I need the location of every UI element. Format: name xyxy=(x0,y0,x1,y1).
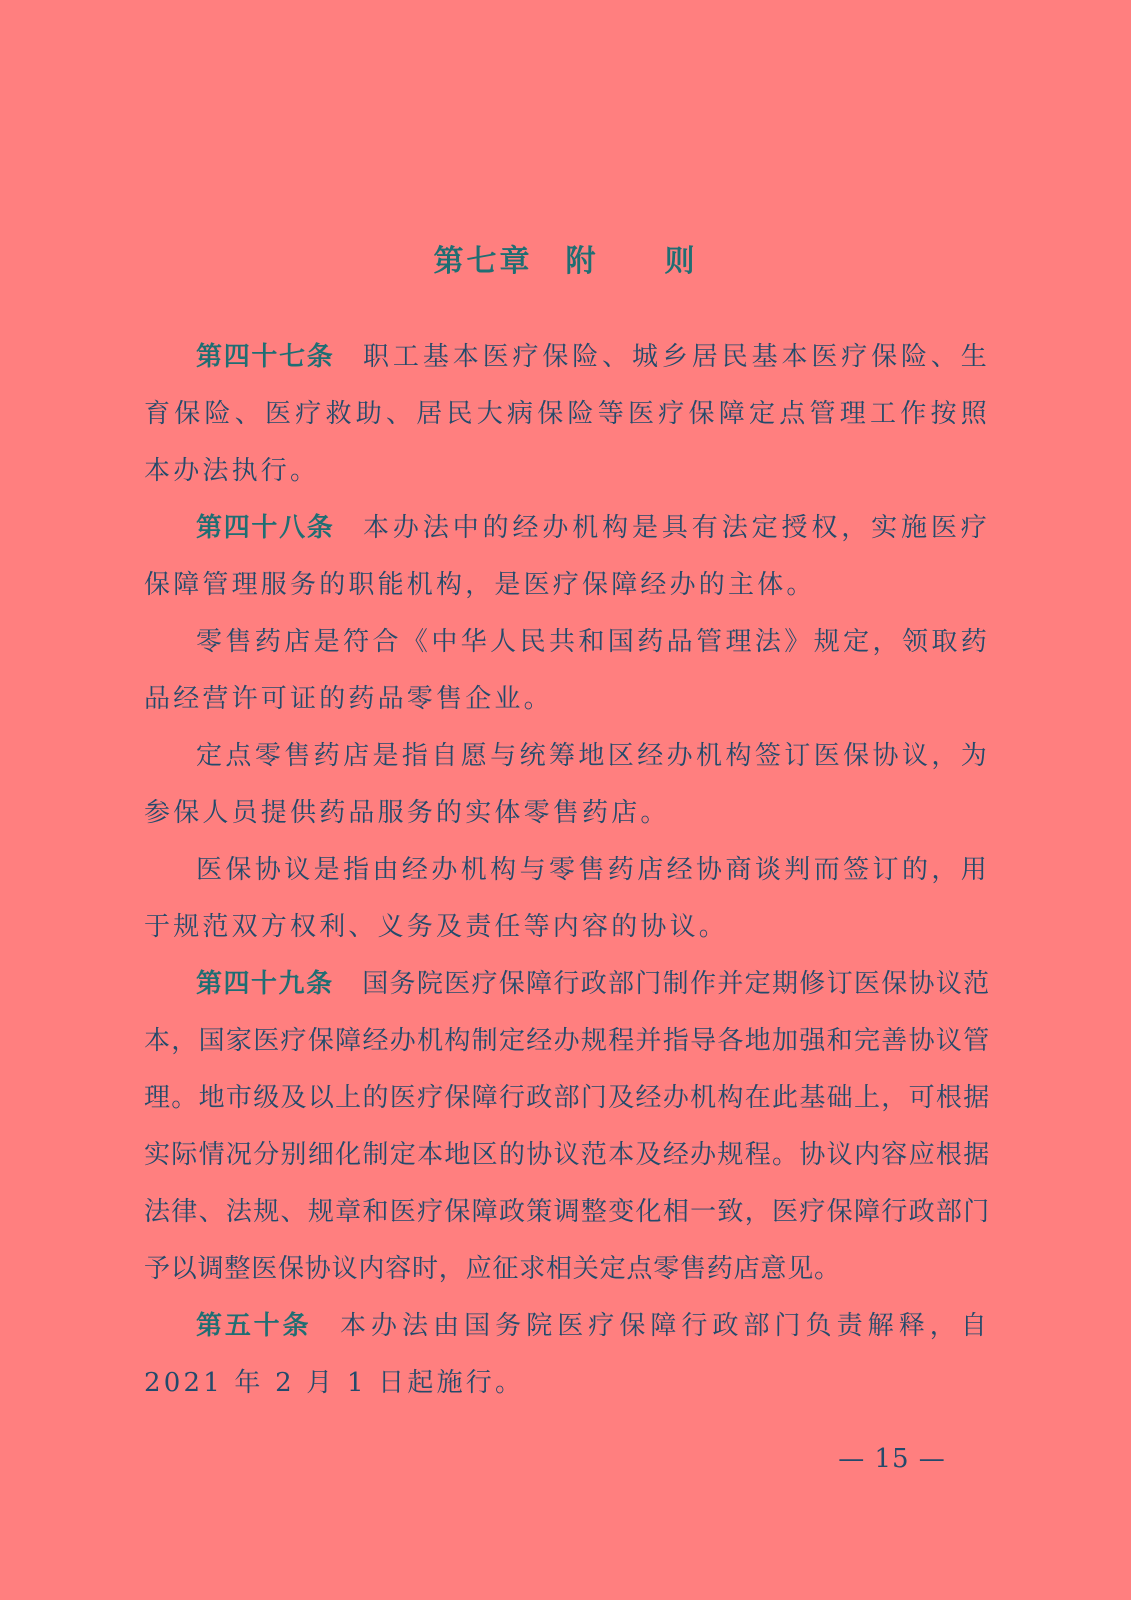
article-text: 职工基本医疗保险、城乡居民基本医疗保险、生育保险、医疗救助、居民大病保险等医疗保障定点管理工作按照本办法执行。 xyxy=(144,342,990,486)
paragraph-text: 零售药店是符合《中华人民共和国药品管理法》规定，领取药品经营许可证的药品零售企业。 xyxy=(144,627,990,714)
article-50 xyxy=(144,1298,990,1412)
article-text: 本办法由国务院医疗保障行政部门负责解释，自2021 年 2 月 1 日起施行。 xyxy=(144,1311,990,1398)
paragraph-text: 定点零售药店是指自愿与统筹地区经办机构签订医保协议，为参保人员提供药品服务的实体零售药店。 xyxy=(144,741,990,828)
paragraph-designated-pharmacy xyxy=(144,728,990,842)
article-text: 国务院医疗保障行政部门制作并定期修订医保协议范本，国家医疗保障经办机构制定经办规程并指导各地加强和完善协议管理。地市级及以上的医疗保障行政部门及经办机构在此基础上，可根据实际情况分别细化制定本地区的协议范本及经办规程。协议内容应根据法律、法规、规章和医疗保障政策调整变化相一致，医疗保障行政部门予以调整医保协议内容时，应征求相关定点零售药店意见。 xyxy=(144,969,990,1284)
document-body xyxy=(144,329,990,1412)
paragraph-text: 医保协议是指由经办机构与零售药店经协商谈判而签订的，用于规范双方权利、义务及责任等内容的协议。 xyxy=(144,855,990,942)
article-label: 第五十条 xyxy=(196,1311,312,1341)
chapter-title: 第七章 附 则 xyxy=(433,244,698,279)
article-label: 第四十九条 xyxy=(196,969,334,999)
paragraph-insurance-agreement xyxy=(144,842,990,956)
article-label: 第四十八条 xyxy=(196,513,335,543)
article-47 xyxy=(144,329,990,500)
article-48 xyxy=(144,500,990,614)
paragraph-retail-pharmacy xyxy=(144,614,990,728)
article-text: 本办法中的经办机构是具有法定授权，实施医疗保障管理服务的职能机构，是医疗保障经办的主体。 xyxy=(144,513,990,600)
article-49 xyxy=(144,956,990,1298)
page-number: — 15 — xyxy=(838,1444,946,1474)
article-label: 第四十七条 xyxy=(196,342,335,372)
